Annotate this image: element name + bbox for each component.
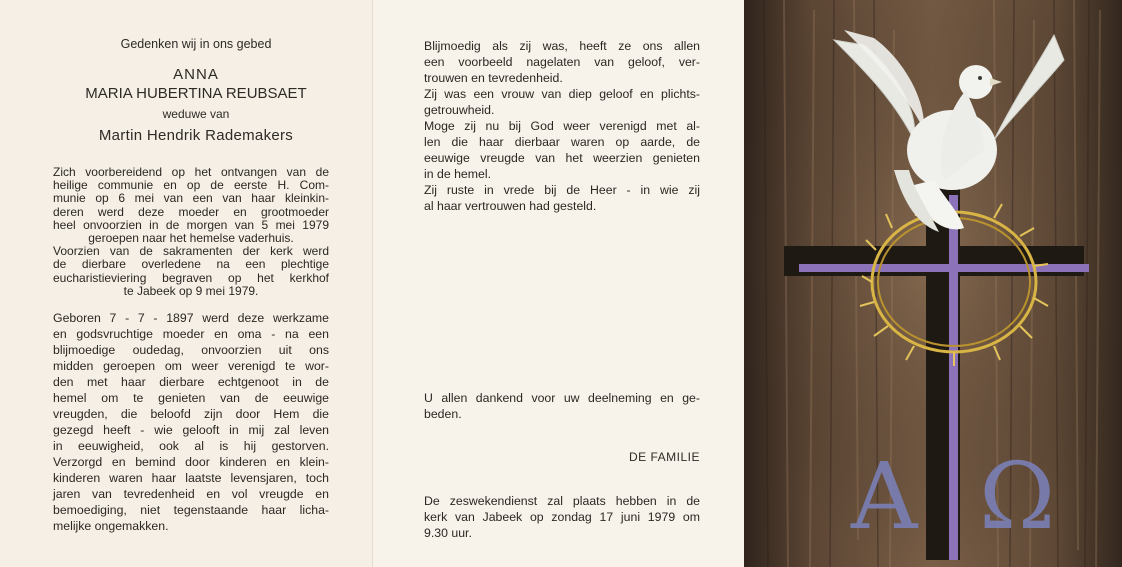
paragraph-remembrance	[424, 38, 700, 214]
text-line: jaren van tevredenheid en vol vreugde en	[53, 487, 329, 501]
thanks-text	[424, 390, 700, 422]
text-line: Zij ruste in vrede bij de Heer - in wie zij	[424, 183, 700, 197]
text-line: melijke ongemakken.	[53, 519, 169, 533]
intro-text: Gedenken wij in ons gebed	[120, 37, 272, 51]
text-line: geroepen naar het hemelse vaderhuis.	[88, 231, 294, 246]
husband-name: Martin Hendrik Rademakers	[98, 127, 294, 144]
text-line: midden geroepen om weer verenigd te wor-	[53, 359, 329, 373]
text-line: trouwen en tevredenheid.	[424, 71, 563, 85]
text-line: beden.	[424, 407, 462, 421]
first-name: ANNA	[173, 66, 219, 83]
text-line: eucharistieviering begraven op het kerkhof	[53, 270, 329, 285]
text-line: gezegd heeft - wie gelooft in mij zal leven	[53, 423, 329, 437]
text-line: te Jabeek op 9 mei 1979.	[123, 283, 259, 298]
card-header	[52, 37, 340, 144]
text-line: bemoediging, niet tegenstaande haar licha-	[53, 503, 329, 517]
text-line: 9.30 uur.	[424, 526, 472, 540]
text-line: in de hemel.	[424, 167, 491, 181]
alpha-symbol: Α	[851, 443, 918, 550]
text-line: in eeuwigheid, ook al is hij gestorven.	[53, 439, 329, 453]
text-line: kinderen waren haar laatste levensjaren, toch	[53, 471, 329, 485]
paragraph-biography	[53, 310, 329, 534]
text-line: Blijmoedig als zij was, heeft ze ons allen	[424, 39, 700, 53]
text-line: de dierbare overledene na een plechtige	[53, 257, 329, 272]
text-line: een voorbeeld nagelaten van geloof, ver-	[424, 55, 700, 69]
text-line: vreugden, die beloofd zijn door Hem die	[53, 407, 329, 421]
text-line: getrouwheid.	[424, 103, 495, 117]
text-line: len die haar dierbaar waren op aarde, de	[424, 135, 700, 149]
text-line: hemel om te genieten van de eeuwige	[53, 391, 329, 405]
text-line: heel onvoorzien in de morgen van 5 mei 1979	[53, 217, 329, 232]
paragraph-announcement	[53, 166, 329, 298]
omega-symbol: Ω	[979, 443, 1056, 550]
purple-cross-vertical	[949, 195, 958, 560]
family-signature: DE FAMILIE	[628, 450, 700, 464]
text-line: eeuwige vreugde van het weerzien genieten	[424, 151, 700, 165]
text-line: Voorzien van de sakramenten der kerk werd	[53, 244, 329, 259]
text-line: Verzorgd en bemind door kinderen en klein-	[53, 455, 329, 469]
service-announcement	[424, 493, 700, 541]
full-name: MARIA HUBERTINA REUBSAET	[85, 85, 307, 102]
text-line: De zeswekendienst zal plaats hebben in de	[424, 494, 700, 508]
text-line: Zich voorbereidend op het ontvangen van de	[53, 165, 329, 179]
text-line: Geboren 7 - 7 - 1897 werd deze werkzame	[53, 311, 329, 325]
text-line: al haar vertrouwen had gesteld.	[424, 199, 597, 213]
artwork-panel	[744, 0, 1122, 567]
text-line: munie op 6 mei van een van haar kleinkin-	[53, 191, 329, 206]
widow-of-label: weduwe van	[162, 107, 230, 121]
text-line: en godsvruchtige moeder en oma - na een	[53, 327, 329, 341]
text-line: deren werd deze moeder en grootmoeder	[53, 204, 329, 219]
text-line: Zij was een vrouw van diep geloof en plichts-	[424, 87, 700, 101]
text-line: blijmoedige oudedag, onvoorzien uit ons	[53, 343, 329, 357]
text-line: heilige communie en op de eerste H. Com-	[53, 178, 329, 193]
text-line: Moge zij nu bij God weer verenigd met al-	[424, 119, 700, 133]
text-line: U allen dankend voor uw deelneming en ge-	[424, 391, 700, 405]
religious-artwork	[744, 0, 1122, 567]
text-line: den met haar dierbare echtgenoot in de	[53, 375, 329, 389]
text-line: kerk van Jabeek op zondag 17 juni 1979 om	[424, 510, 700, 524]
